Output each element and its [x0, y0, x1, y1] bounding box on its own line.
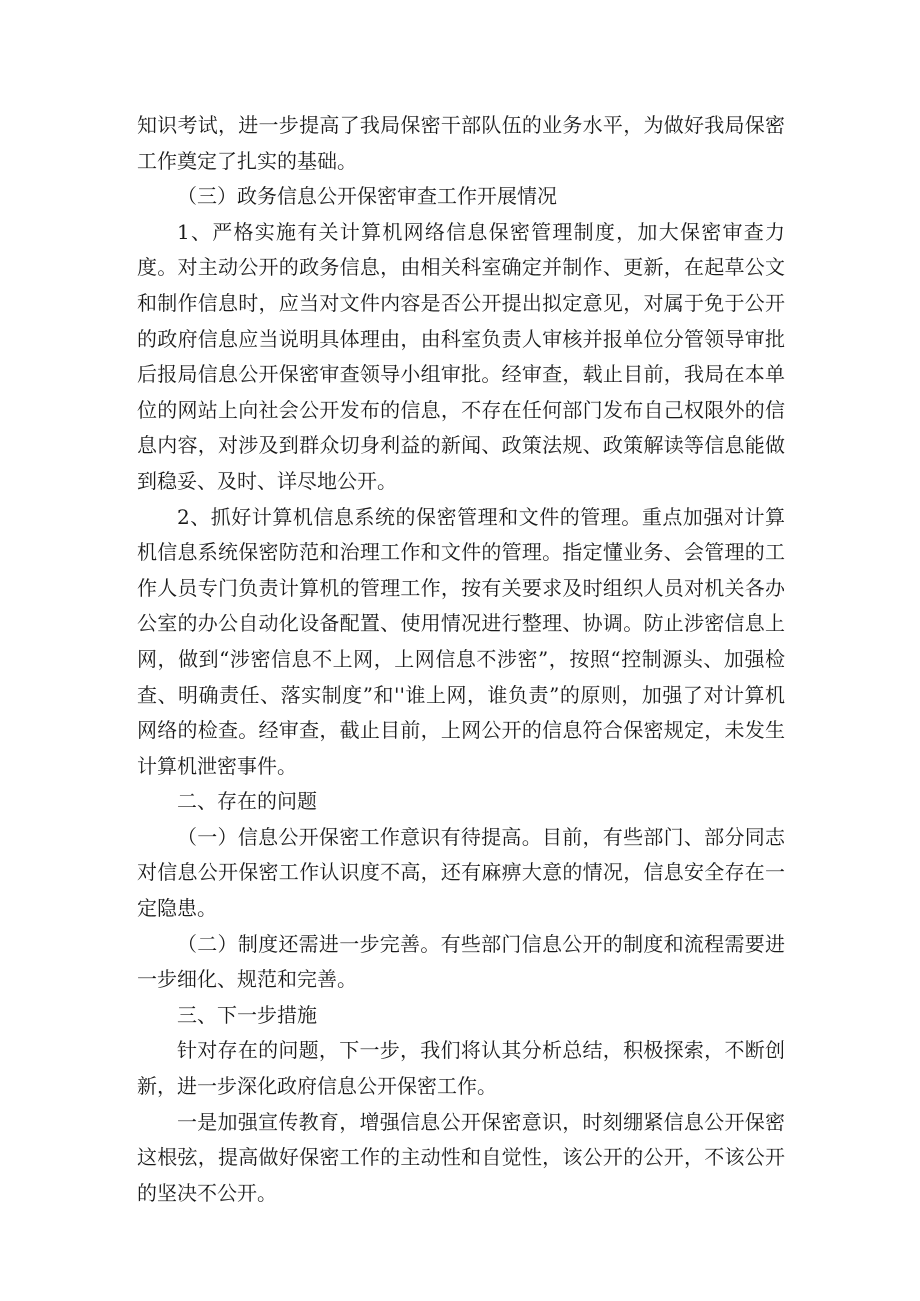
paragraph-problem-1: （一）信息公开保密工作意识有待提高。目前，有些部门、部分同志对信息公开保密工作认识度不高，还有麻痹大意的情况，信息安全存在一定隐患。: [137, 824, 785, 921]
paragraph-item-1: 1、严格实施有关计算机网络信息保密管理制度，加大保密审查力度。对主动公开的政务信息，由相关科室确定并制作、更新，在起草公文和制作信息时，应当对文件内容是否公开提出拟定意见，对属于免于公开的政府信息应当说明具体理由，由科室负责人审核并报单位分管领导审批后报局信息公开保密审查领导小组审批。经审查，载止目前，我局在本单位的网站上向社会公开发布的信息，不存在任何部门发布自己权限外的信息内容，对涉及到群众切身利益的新闻、政策法规、政策解读等信息能做到稳妥、及时、详尽地公开。: [137, 219, 785, 493]
document-body: [137, 108, 785, 1211]
paragraph-continuation: 知识考试，进一步提高了我局保密干部队伍的业务水平，为做好我局保密工作奠定了扎实的基础。: [137, 113, 785, 173]
section-heading-problems: 二、存在的问题: [177, 789, 317, 814]
paragraph-next-steps-intro: 针对存在的问题，下一步，我们将认其分析总结，积极探索，不断创新，进一步深化政府信息公开保密工作。: [137, 1038, 785, 1099]
section-heading-3: （三）政务信息公开保密审查工作开展情况: [177, 184, 557, 209]
section-heading-next-steps: 三、下一步措施: [177, 1002, 317, 1027]
paragraph-measure-1: 一是加强宣传教育，增强信息公开保密意识，时刻绷紧信息公开保密这根弦，提高做好保密工作的主动性和自觉性，该公开的公开，不该公开的坚决不公开。: [137, 1109, 785, 1205]
paragraph-problem-2: （二）制度还需进一步完善。有些部门信息公开的制度和流程需要进一步细化、规范和完善。: [137, 931, 785, 992]
paragraph-item-2: 2、抓好计算机信息系统的保密管理和文件的管理。重点加强对计算机信息系统保密防范和治理工作和文件的管理。指定懂业务、会管理的工作人员专门负责计算机的管理工作，按有关要求及时组织人员对机关各办公室的办公自动化设备配置、使用情况进行整理、协调。防止涉密信息上网，做到“涉密信息不上网，上网信息不涉密”，按照“控制源头、加强检查、明确责任、落实制度”和''谁上网，谁负责”的原则，加强了对计算机网络的检查。经审查，截止目前，上网公开的信息符合保密规定，未发生计算机泄密事件。: [137, 504, 785, 778]
